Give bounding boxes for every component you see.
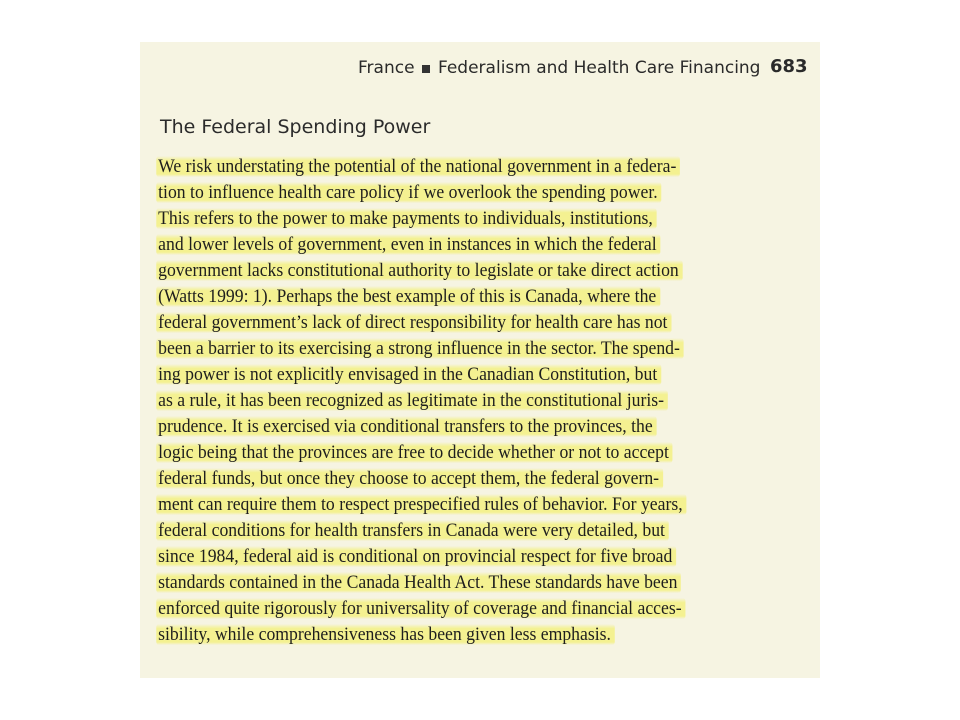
- highlighted-text: logic being that the provinces are free to decide whether or not to accept: [156, 442, 672, 463]
- running-head-chapter: Federalism and Health Care Financing: [438, 58, 761, 78]
- highlighted-text: federal conditions for health transfers in Canada were very detailed, but: [156, 520, 668, 541]
- section-heading: The Federal Spending Power: [160, 116, 431, 138]
- highlighted-text: tion to influence health care policy if we overlook the spending power.: [156, 182, 661, 203]
- highlighted-text: This refers to the power to make payments to individuals, institutions,: [156, 208, 656, 229]
- text-line: [160, 492, 774, 518]
- highlighted-text: ment can require them to respect prespecified rules of behavior. For years,: [156, 494, 686, 515]
- running-head-section: France: [358, 58, 415, 78]
- text-line: [160, 596, 774, 622]
- highlighted-text: since 1984, federal aid is conditional on provincial respect for five broad: [156, 546, 676, 567]
- highlighted-text: enforced quite rigorously for universality of coverage and financial acces-: [156, 598, 685, 619]
- highlighted-text: standards contained in the Canada Health Act. These standards have been: [156, 572, 681, 593]
- highlighted-text: government lacks constitutional authority to legislate or take direct action: [156, 260, 682, 281]
- text-line: [160, 414, 774, 440]
- text-line: [160, 622, 774, 648]
- running-head: [140, 54, 820, 84]
- text-line: [160, 154, 774, 180]
- highlighted-text: (Watts 1999: 1). Perhaps the best example of this is Canada, where the: [156, 286, 660, 307]
- highlighted-text: and lower levels of government, even in instances in which the federal: [156, 234, 660, 255]
- text-line: [160, 544, 774, 570]
- text-line: [160, 284, 774, 310]
- text-line: [160, 206, 774, 232]
- text-line: [160, 440, 774, 466]
- highlighted-text: sibility, while comprehensiveness has been given less emphasis.: [156, 624, 614, 645]
- text-line: [160, 362, 774, 388]
- text-line: [160, 570, 774, 596]
- highlighted-text: been a barrier to its exercising a strong influence in the sector. The spend-: [156, 338, 683, 359]
- text-line: [160, 310, 774, 336]
- book-page: [140, 42, 820, 678]
- page-number: 683: [770, 56, 808, 77]
- highlighted-text: as a rule, it has been recognized as legitimate in the constitutional juris-: [156, 390, 667, 411]
- text-line: [160, 466, 774, 492]
- highlighted-text: We risk understating the potential of the national government in a federa-: [156, 156, 680, 177]
- text-line: [160, 336, 774, 362]
- highlighted-text: federal government’s lack of direct responsibility for health care has not: [156, 312, 671, 333]
- highlighted-text: ing power is not explicitly envisaged in the Canadian Constitution, but: [156, 364, 661, 385]
- highlighted-text: federal funds, but once they choose to accept them, the federal govern-: [156, 468, 663, 489]
- body-paragraph: [160, 154, 820, 648]
- highlighted-text: prudence. It is exercised via conditional transfers to the provinces, the: [156, 416, 656, 437]
- text-line: [160, 180, 774, 206]
- text-line: [160, 258, 774, 284]
- text-line: [160, 518, 774, 544]
- running-head-bullet: [422, 65, 430, 73]
- text-line: [160, 232, 774, 258]
- text-line: [160, 388, 774, 414]
